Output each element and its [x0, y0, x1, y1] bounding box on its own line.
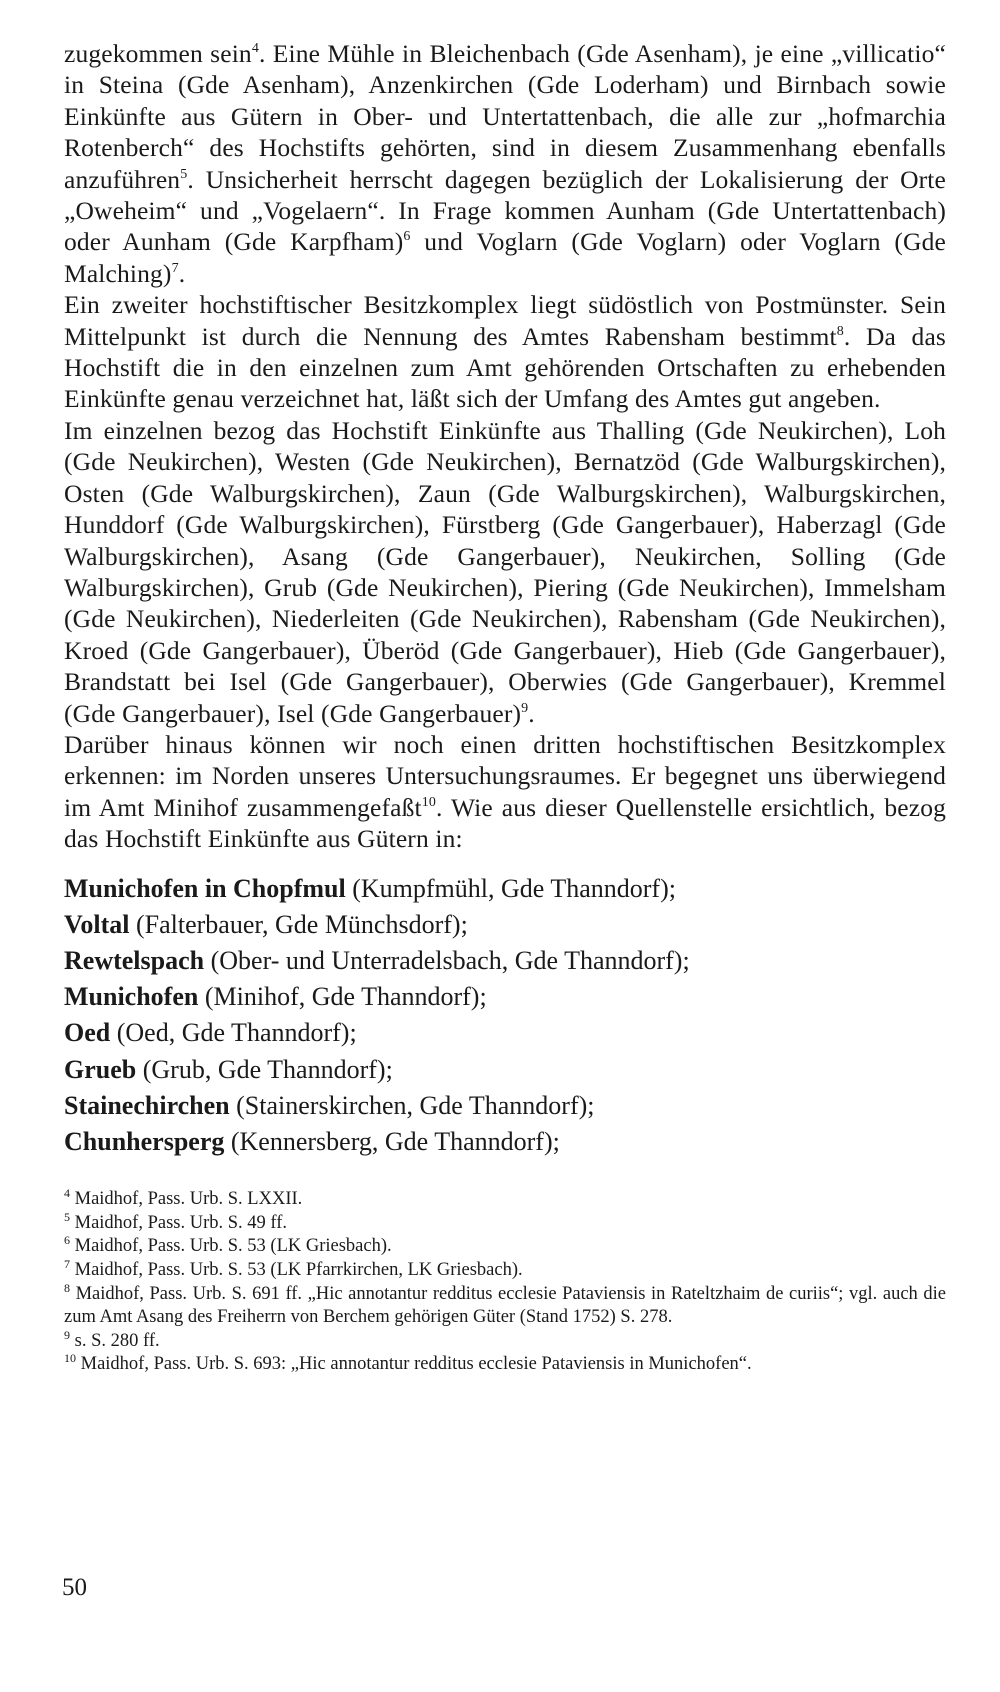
text-run: . — [178, 258, 186, 288]
footnote-reference: 6 — [403, 229, 411, 245]
footnote-reference: 8 — [836, 323, 844, 339]
text-run: . — [528, 698, 535, 728]
footnote — [64, 1280, 946, 1330]
text-run: und Voglarn (Gde Voglarn) oder Voglarn (Gde Malching) — [64, 227, 946, 288]
place-name: Munichofen in Chopfmul — [64, 873, 346, 903]
list-item — [64, 1015, 946, 1051]
place-name: Rewtelspach — [64, 945, 205, 975]
footnote-text: Maidhof, Pass. Urb. S. LXXII. — [70, 1189, 303, 1210]
footnote-number: 7 — [64, 1256, 70, 1271]
footnote — [64, 1235, 946, 1259]
footnote-number: 10 — [64, 1351, 76, 1366]
text-run: Ein zweiter hochstiftischer Besitzkomplex liegt südöstlich von Postmünster. Sein Mittelpunkt ist durch die Nennung des Amtes Rabensham bestimmt — [64, 290, 946, 351]
text-run: zugekommen sein — [64, 39, 252, 68]
text-run: . Wie aus dieser Quellenstelle ersichtlich, bezog das Hochstift Einkünfte aus Gütern in: — [64, 792, 946, 854]
list-item — [64, 1088, 946, 1124]
place-note: (Kennersberg, Gde Thanndorf); — [224, 1126, 560, 1156]
footnote-number: 9 — [64, 1327, 70, 1342]
list-item — [64, 979, 946, 1015]
footnote-reference: 7 — [171, 260, 179, 276]
list-item — [64, 1052, 946, 1088]
footnote-reference: 10 — [421, 794, 437, 810]
footnote — [64, 1209, 946, 1236]
footnotes — [64, 1188, 946, 1377]
place-name: Munichofen — [64, 982, 199, 1012]
place-name: Voltal — [64, 909, 130, 939]
footnote — [64, 1327, 946, 1354]
footnote-text: Maidhof, Pass. Urb. S. 53 (LK Griesbach). — [70, 1236, 392, 1257]
footnote-text: Maidhof, Pass. Urb. S. 53 (LK Pfarrkirchen, LK Griesbach). — [70, 1259, 523, 1280]
place-note: (Grub, Gde Thanndorf); — [136, 1054, 393, 1084]
place-note: (Minihof, Gde Thanndorf); — [198, 982, 487, 1012]
footnote — [64, 1256, 946, 1283]
place-name: Oed — [64, 1018, 111, 1048]
list-item — [64, 1124, 946, 1160]
footnote — [64, 1188, 946, 1212]
text-run: . Da das Hochstift die in den einzelnen zum Amt gehörenden Ortschaften zu erhebenden Einkünfte genau verzeichnet hat, läßt sich der Umfang des Amtes gut angeben. — [64, 321, 946, 414]
paragraph — [64, 289, 946, 415]
footnote-text: Maidhof, Pass. Urb. S. 49 ff. — [70, 1212, 288, 1233]
list-item — [64, 871, 946, 907]
place-name: Chunhersperg — [64, 1126, 225, 1156]
footnote-text: Maidhof, Pass. Urb. S. 693: „Hic annotantur redditus ecclesie Pataviensis in Munichofen“. — [76, 1354, 752, 1375]
place-note: (Oed, Gde Thanndorf); — [110, 1018, 357, 1048]
place-note: (Falterbauer, Gde Münchsdorf); — [129, 909, 468, 939]
list-item — [64, 943, 946, 979]
place-note: (Ober- und Unterradelsbach, Gde Thanndorf); — [204, 945, 690, 975]
footnote — [64, 1353, 946, 1377]
paragraph — [64, 38, 946, 289]
page-number: 50 — [62, 1574, 87, 1601]
footnote-text: Maidhof, Pass. Urb. S. 691 ff. „Hic annotantur redditus ecclesie Pataviensis in Rateltzhaim de curiis“; vgl. auch die zum Amt Asang des Freiherrn von Berchem gehörigen Güter (Stand 1752) S. 278. — [64, 1283, 946, 1328]
place-note: (Kumpfmühl, Gde Thanndorf); — [345, 873, 676, 903]
paragraph — [64, 729, 946, 855]
text-run: . Unsicherheit herrscht dagegen bezüglich der Lokalisierung der Orte „Oweheim“ und „Vogelaern“. In Frage kommen Aunham (Gde Untertattenbach) oder Aunham (Gde Karpfham) — [64, 164, 946, 257]
footnote-reference: 5 — [180, 166, 188, 182]
place-note: (Stainerskirchen, Gde Thanndorf); — [229, 1090, 595, 1120]
footnote-reference: 9 — [521, 700, 529, 716]
footnote-number: 4 — [64, 1186, 70, 1201]
paragraph — [64, 415, 946, 729]
text-run: Darüber hinaus können wir noch einen dritten hochstiftischen Besitzkomplex erkennen: im Norden unseres Untersuchungsraumes. Er begegnet uns überwiegend im Amt Minihof zusammengefaßt — [64, 729, 946, 822]
text-run: . Eine Mühle in Bleichenbach (Gde Asenham), je eine „villicatio“ in Steina (Gde Asenham), Anzenkirchen (Gde Loderham) und Birnbach sowie Einkünfte aus Gütern in Ober- und Untertattenbach, die alle zur „hofmarchia Rotenberch“ des Hochstifts gehörten, sind in diesem Zusammenhang ebenfalls anzuführen — [64, 39, 946, 194]
footnote-number: 8 — [64, 1280, 70, 1295]
text-run: Im einzelnen bezog das Hochstift Einkünfte aus Thalling (Gde Neukirchen), Loh (Gde Neukirchen), Westen (Gde Neukirchen), Bernatzöd (Gde Walburgskirchen), Osten (Gde Walburgskirchen), Zaun (Gde Walburgskirchen), Walburgskirchen, Hunddorf (Gde Walburgskirchen), Fürstberg (Gde Gangerbauer), Haberzagl (Gde Walburgskirchen), Asang (Gde Gangerbauer), Neukirchen, Solling (Gde Walburgskirchen), Grub (Gde Neukirchen), Piering (Gde Neukirchen), Immelsham (Gde Neukirchen), Niederleiten (Gde Neukirchen), Rabensham (Gde Neukirchen), Kroed (Gde Gangerbauer), Überöd (Gde Gangerbauer), Hieb (Gde Gangerbauer), Brandstatt bei Isel (Gde Gangerbauer), Oberwies (Gde Gangerbauer), Kremmel (Gde Gangerbauer), Isel (Gde Gangerbauer) — [64, 415, 946, 728]
place-list — [64, 871, 946, 1161]
footnote-number: 5 — [64, 1209, 70, 1224]
footnote-reference: 4 — [251, 41, 259, 56]
place-name: Grueb — [64, 1054, 137, 1084]
place-name: Stainechirchen — [64, 1090, 230, 1120]
footnote-number: 6 — [64, 1233, 70, 1248]
body-text — [64, 38, 946, 855]
list-item — [64, 907, 946, 943]
footnote-text: s. S. 280 ff. — [70, 1330, 160, 1351]
